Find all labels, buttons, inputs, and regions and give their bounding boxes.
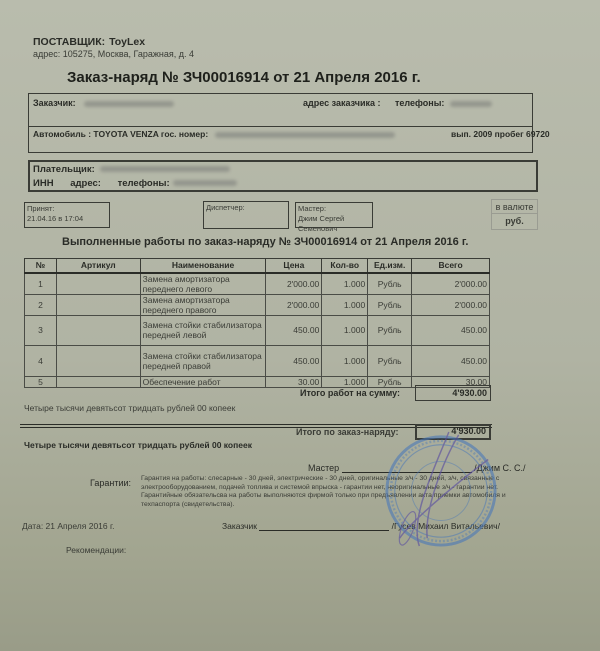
customer-phone-redacted xyxy=(450,101,492,107)
col-header-name: Наименование xyxy=(140,259,266,273)
warranty-text: Гарантия на работы: слесарные - 30 дней, электрические - 30 дней, оригинальные з/ч - 30 дней, з/ч, связанные с электрооборудованием, подачей топлива и системой впрыска - гарантии нет, неоригинальные з/ч - гарантии нет. Гарантийные обязательсва на работы выполняются фирмой только при предъявлении акта приемки автомобиля и техпаспорта (свидетельства). xyxy=(141,475,506,508)
payer-label: Плательщик: xyxy=(33,164,95,175)
car-label: Автомобиль : TOYOTA VENZA гос. номер: xyxy=(33,129,209,139)
cell-name: Обеспечение работ xyxy=(140,376,266,387)
cell-qty: 1.000 xyxy=(322,376,368,387)
master-box xyxy=(295,202,373,233)
customer-sign-name: /Гусев Михаил Витальевич/ xyxy=(391,521,500,531)
works-title: Выполненные работы по заказ-наряду № ЗЧ00016914 от 21 Апреля 2016 г. xyxy=(62,236,469,248)
col-header-unit: Ед.изм. xyxy=(368,259,412,273)
order-total-label: Итого по заказ-наряду: xyxy=(296,427,399,437)
cell-num: 2 xyxy=(25,294,57,315)
cell-qty: 1.000 xyxy=(322,345,368,376)
customer-name-redacted xyxy=(84,101,174,107)
cell-num: 3 xyxy=(25,315,57,345)
cell-name: Замена амортизатора переднего правого xyxy=(140,294,266,315)
currency-label: в валюте xyxy=(492,200,537,214)
customer-box xyxy=(28,93,550,153)
customer-row xyxy=(33,98,536,108)
payer-phone-redacted xyxy=(173,180,237,186)
master-signature-line xyxy=(308,463,526,473)
works-total-label: Итого работ на сумму: xyxy=(300,388,401,398)
document-date: Дата: 21 Апреля 2016 г. xyxy=(22,521,115,531)
recommendations-label: Рекомендации: xyxy=(66,545,127,555)
supplier-header xyxy=(33,36,145,48)
cell-price: 30.00 xyxy=(266,376,322,387)
cell-unit: Рубль xyxy=(368,294,412,315)
customer-phone-label xyxy=(395,98,492,108)
master-sign-label: Мастер xyxy=(308,463,340,473)
cell-name: Замена амортизатора переднего левого xyxy=(140,273,266,295)
works-total-value: 4'930.00 xyxy=(415,385,491,401)
table-row xyxy=(25,273,490,295)
master-value-cut: Семенович xyxy=(298,224,338,233)
payer-row xyxy=(33,164,230,175)
cell-article xyxy=(56,294,140,315)
cell-unit: Рубль xyxy=(368,315,412,345)
master-sign-name: /Джим С. С./ xyxy=(474,463,526,473)
cell-price: 450.00 xyxy=(266,345,322,376)
supplier-name: ToyLex xyxy=(109,36,146,48)
cell-article xyxy=(56,273,140,295)
cell-num: 4 xyxy=(25,345,57,376)
cell-qty: 1.000 xyxy=(322,315,368,345)
customer-sign-label: Заказчик xyxy=(222,521,257,531)
accepted-box xyxy=(24,202,110,228)
payer-name-redacted xyxy=(100,166,230,172)
inn-label: ИНН xyxy=(33,178,54,189)
cell-unit: Рубль xyxy=(368,376,412,387)
cell-num: 5 xyxy=(25,376,57,387)
cell-article xyxy=(56,376,140,387)
plate-redacted xyxy=(215,132,395,138)
payer-phone-label: телефоны: xyxy=(117,178,170,189)
accepted-label: Принят: xyxy=(27,204,55,213)
divider xyxy=(29,126,532,127)
cell-num: 1 xyxy=(25,273,57,295)
car-year-mileage: вып. 2009 пробег 69720 xyxy=(451,129,550,139)
col-header-total: Всего xyxy=(412,259,490,273)
cell-qty: 1.000 xyxy=(322,273,368,295)
cell-total: 2'000.00 xyxy=(412,273,490,295)
cell-total: 2'000.00 xyxy=(412,294,490,315)
currency-box xyxy=(491,199,538,230)
car-row xyxy=(33,129,550,139)
supplier-address: адрес: 105275, Москва, Гаражная, д. 4 xyxy=(33,49,195,59)
cell-price: 2'000.00 xyxy=(266,273,322,295)
cell-total: 30.00 xyxy=(412,376,490,387)
works-total-words: Четыре тысячи девятьсот тридцать рублей 00 копеек xyxy=(24,403,236,413)
accepted-value: 21.04.16 в 17:04 xyxy=(27,214,84,223)
order-total-words: Четыре тысячи девятьсот тридцать рублей 00 копеек xyxy=(24,440,252,450)
cell-article xyxy=(56,345,140,376)
dispatcher-box xyxy=(203,201,289,229)
cell-name: Замена стойки стабилизатора передней левой xyxy=(140,315,266,345)
table-header-row xyxy=(25,259,490,273)
customer-signature-line xyxy=(222,521,500,531)
cell-total: 450.00 xyxy=(412,345,490,376)
cell-price: 2'000.00 xyxy=(266,294,322,315)
cell-unit: Рубль xyxy=(368,345,412,376)
order-total-value: 4'930.00 xyxy=(415,424,491,440)
dispatcher-label: Диспетчер: xyxy=(206,203,245,212)
col-header-price: Цена xyxy=(266,259,322,273)
signature-line xyxy=(342,472,472,473)
cell-total: 450.00 xyxy=(412,315,490,345)
customer-label: Заказчик: xyxy=(33,98,76,108)
table-row xyxy=(25,345,490,376)
warranty-label: Гарантии: xyxy=(90,478,132,488)
master-label: Мастер: xyxy=(298,204,327,213)
cell-qty: 1.000 xyxy=(322,294,368,315)
payer-box xyxy=(28,160,538,192)
payer-details-row xyxy=(33,178,251,189)
col-header-num: № xyxy=(25,259,57,273)
master-value: Джим Сергей xyxy=(298,214,345,223)
cell-name: Замена стойки стабилизатора передней правой xyxy=(140,345,266,376)
supplier-label: ПОСТАВЩИК: xyxy=(33,36,106,48)
cell-article xyxy=(56,315,140,345)
phone-label-text: телефоны: xyxy=(395,98,445,108)
document-title: Заказ-наряд № ЗЧ00016914 от 21 Апреля 2016 г. xyxy=(67,69,421,86)
col-header-article: Артикул xyxy=(56,259,140,273)
table-row xyxy=(25,294,490,315)
cell-unit: Рубль xyxy=(368,273,412,295)
cell-price: 450.00 xyxy=(266,315,322,345)
currency-value: руб. xyxy=(492,214,537,229)
signature-line xyxy=(259,530,389,531)
payer-address-label: адрес: xyxy=(70,178,101,189)
customer-address-label: адрес заказчика : xyxy=(303,98,381,108)
table-row xyxy=(25,315,490,345)
works-table xyxy=(24,258,490,388)
col-header-qty: Кол-во xyxy=(322,259,368,273)
